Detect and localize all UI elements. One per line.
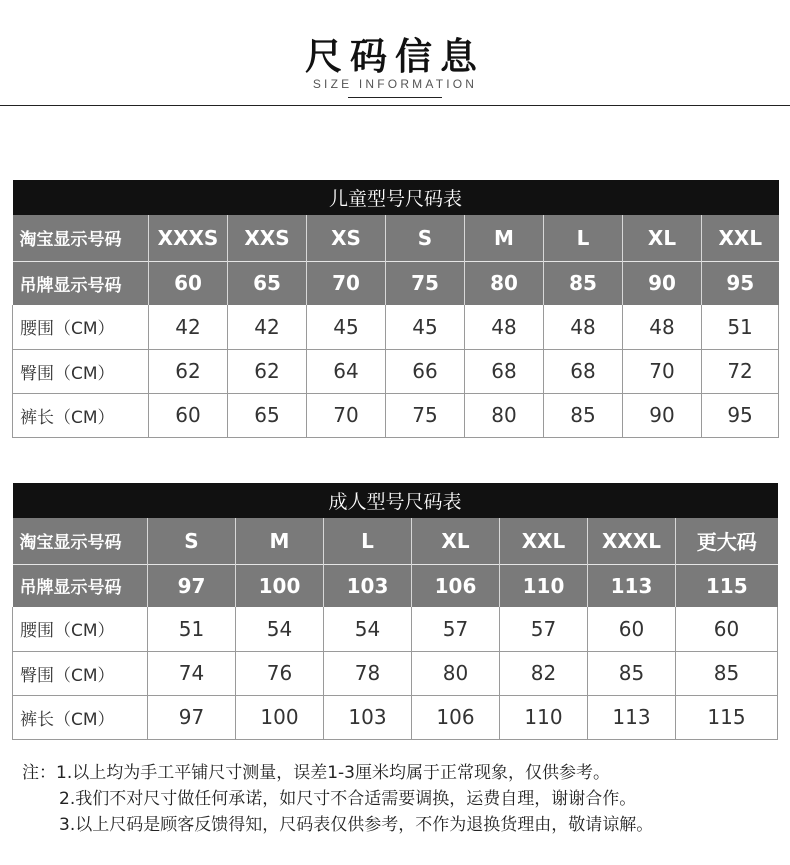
size-cell: 85 — [544, 261, 623, 305]
row-label: 臀围（CM） — [13, 349, 149, 393]
value-cell: 85 — [676, 651, 778, 695]
size-cell: 75 — [386, 261, 465, 305]
value-cell: 97 — [148, 695, 236, 739]
value-cell: 106 — [412, 695, 500, 739]
value-cell: 51 — [148, 607, 236, 651]
kids-row-tag-size — [13, 261, 779, 305]
size-cell: 106 — [412, 564, 500, 607]
size-cell: 100 — [236, 564, 324, 607]
value-cell: 48 — [465, 305, 544, 349]
value-cell: 45 — [307, 305, 386, 349]
size-cell: S — [148, 518, 236, 564]
value-cell: 85 — [544, 393, 623, 437]
value-cell: 60 — [588, 607, 676, 651]
value-cell: 75 — [386, 393, 465, 437]
value-cell: 60 — [149, 393, 228, 437]
adult-row-hip — [13, 651, 778, 695]
size-cell: XXXL — [588, 518, 676, 564]
value-cell: 42 — [149, 305, 228, 349]
value-cell: 80 — [465, 393, 544, 437]
row-label: 吊牌显示号码 — [13, 261, 149, 305]
value-cell: 95 — [702, 393, 779, 437]
row-label: 裤长（CM） — [13, 695, 148, 739]
kids-row-waist — [13, 305, 779, 349]
page-title: 尺码信息 — [305, 35, 485, 78]
size-cell: L — [544, 215, 623, 261]
size-cell: M — [465, 215, 544, 261]
size-cell: M — [236, 518, 324, 564]
value-cell: 64 — [307, 349, 386, 393]
size-cell: 90 — [623, 261, 702, 305]
header-divider — [0, 105, 790, 106]
size-cell: L — [324, 518, 412, 564]
value-cell: 57 — [500, 607, 588, 651]
value-cell: 74 — [148, 651, 236, 695]
value-cell: 115 — [676, 695, 778, 739]
value-cell: 54 — [324, 607, 412, 651]
size-cell: 65 — [228, 261, 307, 305]
kids-table-caption-row — [13, 180, 779, 215]
value-cell: 103 — [324, 695, 412, 739]
value-cell: 110 — [500, 695, 588, 739]
row-label: 臀围（CM） — [13, 651, 148, 695]
adult-table-caption: 成人型号尺码表 — [13, 483, 778, 518]
value-cell: 72 — [702, 349, 779, 393]
adult-row-taobao-size — [13, 518, 778, 564]
kids-row-hip — [13, 349, 779, 393]
value-cell: 76 — [236, 651, 324, 695]
value-cell: 68 — [544, 349, 623, 393]
value-cell: 48 — [544, 305, 623, 349]
kids-table-caption: 儿童型号尺码表 — [13, 180, 779, 215]
size-cell: 60 — [149, 261, 228, 305]
note-item: 3.以上尺码是顾客反馈得知，尺码表仅供参考，不作为退换货理由，敬请谅解。 — [59, 815, 654, 835]
adult-table-caption-row — [13, 483, 778, 518]
note-item: 注：1.以上均为手工平铺尺寸测量，误差1-3厘米均属于正常现象，仅供参考。 — [22, 763, 610, 783]
size-cell: 115 — [676, 564, 778, 607]
value-cell: 57 — [412, 607, 500, 651]
size-cell: XXL — [500, 518, 588, 564]
value-cell: 78 — [324, 651, 412, 695]
size-cell: XXS — [228, 215, 307, 261]
value-cell: 68 — [465, 349, 544, 393]
value-cell: 54 — [236, 607, 324, 651]
size-cell: XS — [307, 215, 386, 261]
value-cell: 60 — [676, 607, 778, 651]
size-cell: 103 — [324, 564, 412, 607]
value-cell: 85 — [588, 651, 676, 695]
row-label: 裤长（CM） — [13, 393, 149, 437]
size-cell: 113 — [588, 564, 676, 607]
size-cell: XXXS — [149, 215, 228, 261]
kids-row-taobao-size — [13, 215, 779, 261]
value-cell: 66 — [386, 349, 465, 393]
size-cell: XXL — [702, 215, 779, 261]
header-underline-accent — [348, 97, 442, 98]
value-cell: 62 — [228, 349, 307, 393]
adult-row-waist — [13, 607, 778, 651]
value-cell: 100 — [236, 695, 324, 739]
value-cell: 48 — [623, 305, 702, 349]
size-cell: 更大码 — [676, 518, 778, 564]
notes-block — [22, 760, 782, 838]
value-cell: 113 — [588, 695, 676, 739]
value-cell: 45 — [386, 305, 465, 349]
size-cell: 95 — [702, 261, 779, 305]
value-cell: 80 — [412, 651, 500, 695]
adult-row-length — [13, 695, 778, 739]
adult-row-tag-size — [13, 564, 778, 607]
value-cell: 65 — [228, 393, 307, 437]
row-label: 吊牌显示号码 — [13, 564, 148, 607]
size-cell: 97 — [148, 564, 236, 607]
adult-size-table — [12, 483, 778, 740]
value-cell: 42 — [228, 305, 307, 349]
value-cell: 90 — [623, 393, 702, 437]
value-cell: 62 — [149, 349, 228, 393]
size-cell: 110 — [500, 564, 588, 607]
size-cell: 80 — [465, 261, 544, 305]
note-item: 2.我们不对尺寸做任何承诺，如尺寸不合适需要调换，运费自理，谢谢合作。 — [59, 789, 637, 809]
row-label: 腰围（CM） — [13, 305, 149, 349]
page-subtitle: SIZE INFORMATION — [312, 77, 478, 91]
value-cell: 51 — [702, 305, 779, 349]
size-cell: S — [386, 215, 465, 261]
row-label: 淘宝显示号码 — [13, 518, 148, 564]
size-cell: 70 — [307, 261, 386, 305]
row-label: 淘宝显示号码 — [13, 215, 149, 261]
kids-row-length — [13, 393, 779, 437]
value-cell: 70 — [307, 393, 386, 437]
size-cell: XL — [623, 215, 702, 261]
value-cell: 82 — [500, 651, 588, 695]
size-cell: XL — [412, 518, 500, 564]
value-cell: 70 — [623, 349, 702, 393]
kids-size-table — [12, 180, 779, 438]
row-label: 腰围（CM） — [13, 607, 148, 651]
